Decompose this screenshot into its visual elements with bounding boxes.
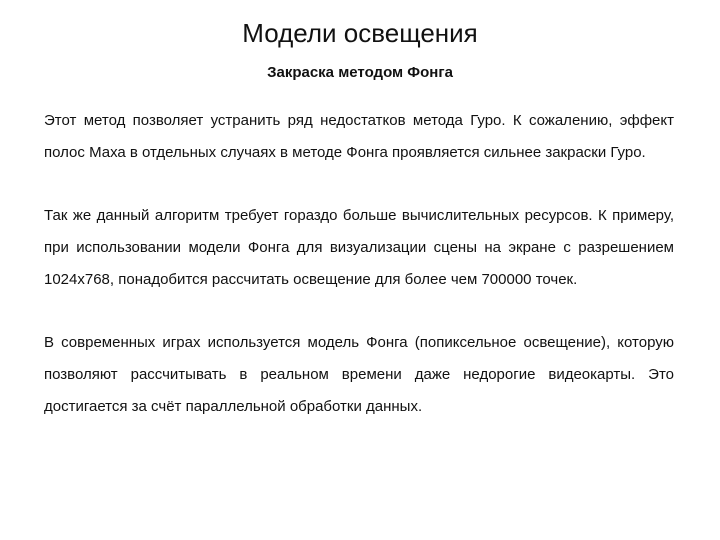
slide-subtitle: Закраска методом Фонга: [267, 64, 453, 81]
paragraph-1: Этот метод позволяет устранить ряд недостатков метода Гуро. К сожалению, эффект полос Маха в отдельных случаях в методе Фонга проявляется сильнее закраски Гуро.: [44, 112, 674, 161]
slide-title: Модели освещения: [242, 18, 478, 48]
paragraph-3: В современных играх используется модель Фонга (попиксельное освещение), которую позволяют рассчитывать в реальном времени даже недорогие видеокарты. Это достигается за счёт параллельной обработки данных.: [44, 334, 674, 415]
slide-body: [44, 105, 674, 454]
paragraph-2: Так же данный алгоритм требует гораздо больше вычислительных ресурсов. К примеру, при использовании модели Фонга для визуализации сцены на экране с разрешением 1024x768, понадобится рассчитать освещение для более чем 700000 точек.: [44, 207, 674, 288]
